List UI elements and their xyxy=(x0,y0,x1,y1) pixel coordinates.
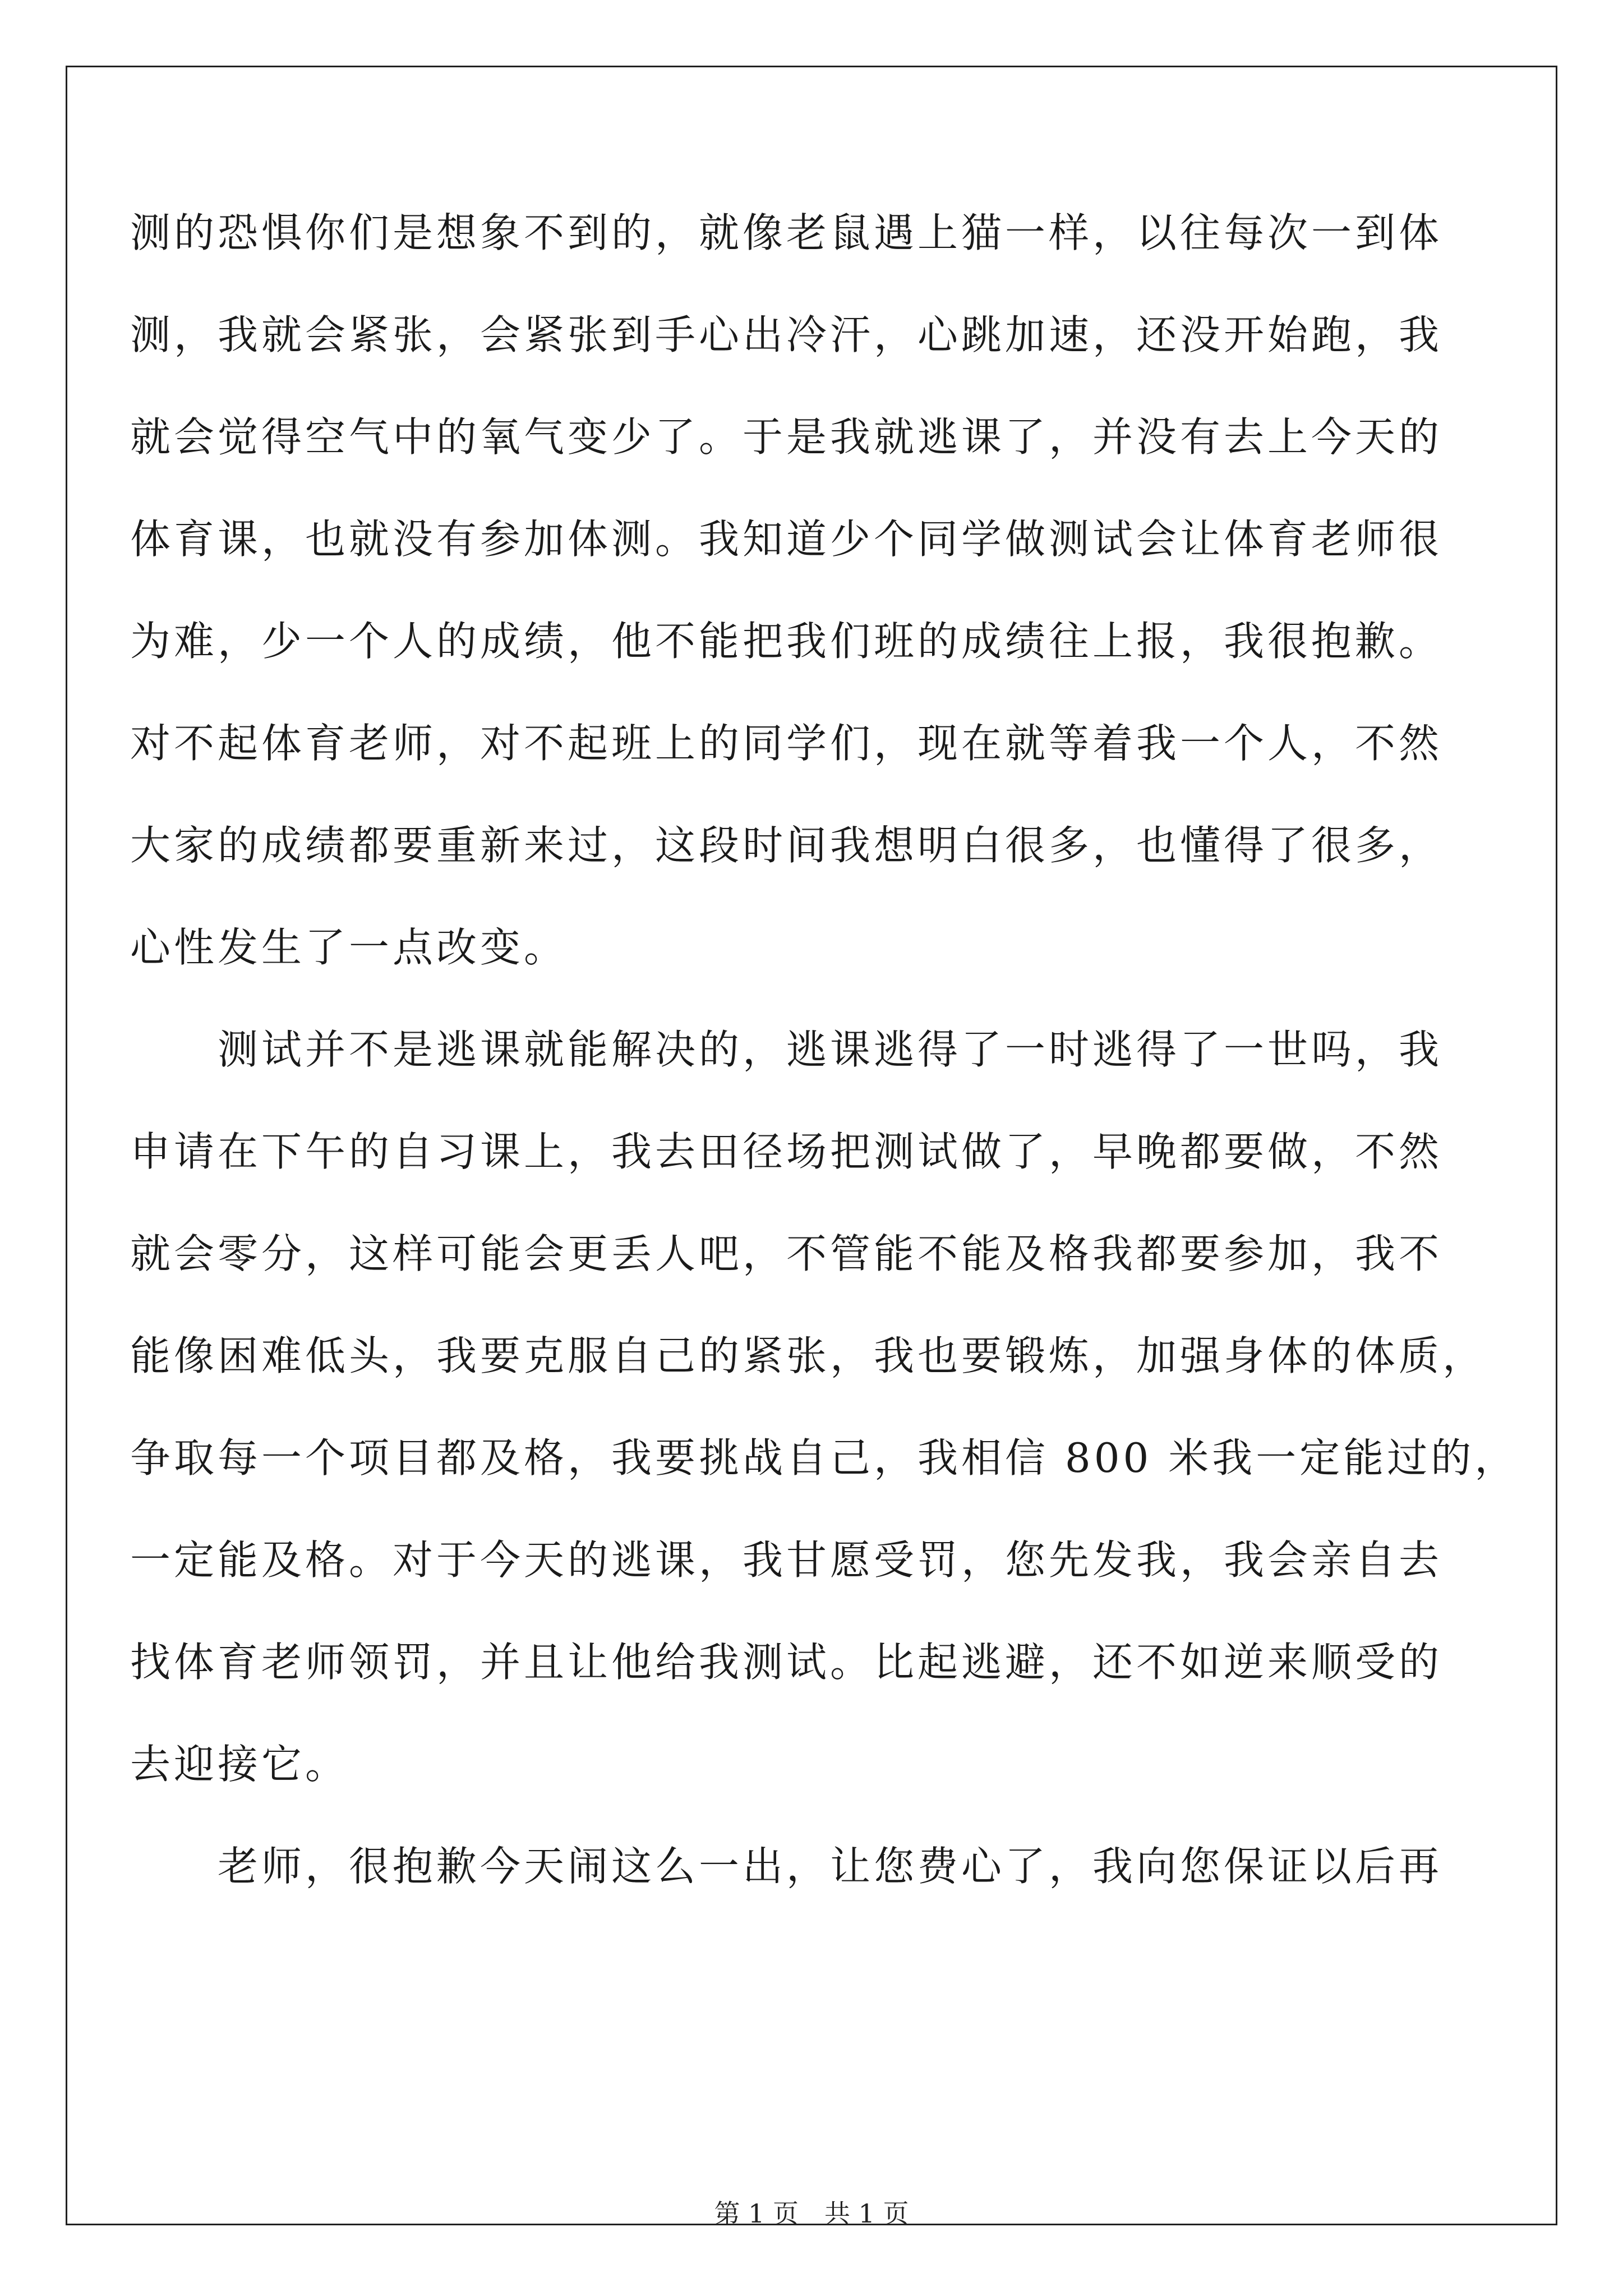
text-line: 去迎接它。 xyxy=(130,1741,349,1788)
page-footer xyxy=(0,2198,1623,2229)
document-body xyxy=(130,208,1519,1943)
text-line: 测的恐惧你们是想象不到的，就像老鼠遇上猫一样，以往每次一到体 xyxy=(130,209,1443,256)
page-count: 共 1 页 xyxy=(824,2198,909,2229)
text-line: 测，我就会紧张，会紧张到手心出冷汗，心跳加速，还没开始跑，我 xyxy=(130,311,1443,358)
text-line: 对不起体育老师，对不起班上的同学们，现在就等着我一个人，不然 xyxy=(130,720,1443,767)
text-line: 争取每一个项目都及格，我要挑战自己，我相信 800 米我一定能过的， xyxy=(130,1434,1519,1481)
text-line: 心性发生了一点改变。 xyxy=(130,924,568,971)
page-number: 第 1 页 xyxy=(714,2198,799,2229)
text-line: 一定能及格。对于今天的逃课，我甘愿受罚，您先发我，我会亲自去 xyxy=(130,1536,1443,1584)
text-line: 大家的成绩都要重新来过，这段时间我想明白很多，也懂得了很多， xyxy=(130,822,1443,869)
text-line: 找体育老师领罚，并且让他给我测试。比起逃避，还不如逆来顺受的 xyxy=(130,1639,1443,1686)
text-line: 就会零分，这样可能会更丢人吧，不管能不能及格我都要参加，我不 xyxy=(130,1230,1443,1277)
text-line: 测试并不是逃课就能解决的，逃课逃得了一时逃得了一世吗，我 xyxy=(130,1026,1443,1073)
text-line: 申请在下午的自习课上，我去田径场把测试做了，早晚都要做，不然 xyxy=(130,1128,1443,1175)
text-line: 为难，少一个人的成绩，他不能把我们班的成绩往上报，我很抱歉。 xyxy=(130,618,1443,665)
text-line: 体育课，也就没有参加体测。我知道少个同学做测试会让体育老师很 xyxy=(130,516,1443,563)
text-line: 就会觉得空气中的氧气变少了。于是我就逃课了，并没有去上今天的 xyxy=(130,413,1443,461)
text-line: 老师，很抱歉今天闹这么一出，让您费心了，我向您保证以后再 xyxy=(130,1843,1443,1890)
text-line: 能像困难低头，我要克服自己的紧张，我也要锻炼，加强身体的体质， xyxy=(130,1332,1487,1379)
